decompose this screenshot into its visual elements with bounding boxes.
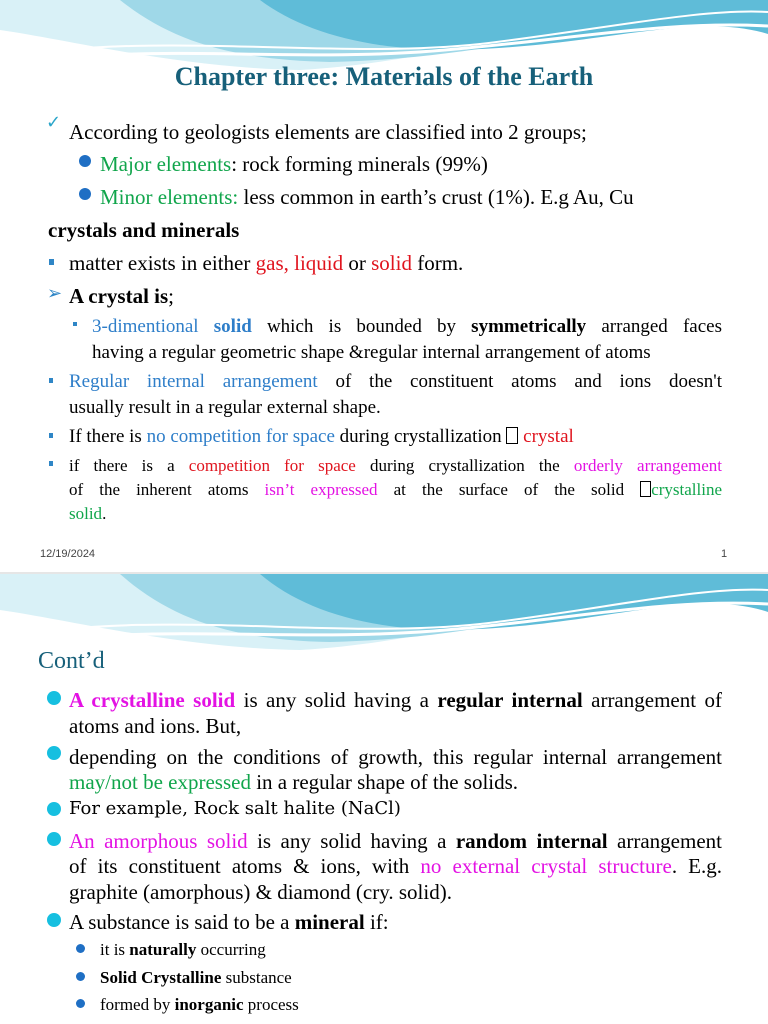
missing-glyph-icon bbox=[640, 481, 651, 497]
regular-arrangement-line-1: Regular internal arrangement of the constituent atoms and ions doesn't bbox=[69, 371, 723, 392]
crystal-definition-line-2: having a regular geometric shape &regular internal arrangement of atoms bbox=[92, 342, 651, 363]
bullet-dot-icon bbox=[76, 944, 85, 953]
amorphous-line-3: graphite (amorphous) & diamond (cry. solid). bbox=[69, 880, 452, 904]
criterion-crystalline: Solid Crystalline substance bbox=[100, 968, 292, 987]
example-text: For example, Rock salt halite (NaCl) bbox=[69, 798, 401, 819]
wave-banner-graphic bbox=[0, 574, 768, 654]
square-bullet-icon bbox=[49, 259, 54, 265]
intro-text: According to geologists elements are classified into 2 groups; bbox=[69, 120, 587, 144]
slide-title: Cont’d bbox=[38, 648, 105, 674]
crystalline-solid-line-1: A crystalline solid is any solid having a regular internal arrangement of bbox=[69, 688, 722, 712]
bullet-dot-icon bbox=[76, 972, 85, 981]
regular-arrangement-line-2: usually result in a regular external shape. bbox=[69, 397, 381, 418]
mineral-definition: A substance is said to be a mineral if: bbox=[69, 910, 389, 934]
no-competition-text: If there is no competition for space during crystallization crystal bbox=[69, 426, 574, 447]
competition-line-3: solid. bbox=[69, 504, 107, 523]
slide-2 bbox=[0, 574, 768, 1024]
arrow-bullet-icon: ➢ bbox=[47, 283, 63, 304]
bullet-dot-icon bbox=[79, 155, 91, 167]
bullet-dot-icon bbox=[79, 188, 91, 200]
square-bullet-icon bbox=[73, 322, 77, 326]
bullet-dot-icon bbox=[47, 691, 61, 705]
slide-title: Chapter three: Materials of the Earth bbox=[174, 62, 594, 91]
criterion-inorganic: formed by inorganic process bbox=[100, 995, 299, 1014]
crystal-definition-line-1: 3-dimentional solid which is bounded by symmetrically arranged faces bbox=[92, 316, 722, 337]
section-heading: crystals and minerals bbox=[48, 218, 240, 242]
square-bullet-icon bbox=[49, 461, 53, 466]
bullet-dot-icon bbox=[76, 999, 85, 1008]
bullet-dot-icon bbox=[47, 832, 61, 846]
bullet-dot-icon bbox=[47, 802, 61, 816]
conditions-line-2: may/not be expressed in a regular shape of the solids. bbox=[69, 770, 519, 794]
wave-banner-graphic bbox=[0, 0, 768, 70]
competition-line-1: if there is a competition for space during crystallization the orderly arrangement bbox=[69, 456, 723, 475]
minor-elements-item: Minor elements: less common in earth’s crust (1%). E.g Au, Cu bbox=[100, 185, 634, 209]
criterion-naturally: it is naturally occurring bbox=[100, 940, 266, 959]
square-bullet-icon bbox=[49, 433, 53, 438]
amorphous-line-1: An amorphous solid is any solid having a random internal arrangement bbox=[69, 829, 722, 853]
conditions-line-1: depending on the conditions of growth, this regular internal arrangement bbox=[69, 745, 722, 769]
check-icon: ✓ bbox=[46, 112, 62, 133]
slide-date: 12/19/2024 bbox=[40, 548, 96, 560]
matter-text: matter exists in either gas, liquid or solid form. bbox=[69, 251, 464, 275]
missing-glyph-icon bbox=[506, 427, 518, 444]
amorphous-line-2: of its constituent atoms & ions, with no external crystal structure. E.g. bbox=[69, 854, 723, 878]
slide-number: 1 bbox=[721, 548, 728, 560]
bullet-dot-icon bbox=[47, 913, 61, 927]
crystal-is-text: A crystal is; bbox=[69, 284, 174, 308]
square-bullet-icon bbox=[49, 378, 53, 383]
bullet-dot-icon bbox=[47, 746, 61, 760]
competition-line-2: of the inherent atoms isn’t expressed at the surface of the solid crystalline bbox=[69, 480, 722, 499]
crystalline-solid-line-2: atoms and ions. But, bbox=[69, 714, 242, 738]
major-elements-item: Major elements: rock forming minerals (99%) bbox=[100, 152, 488, 176]
